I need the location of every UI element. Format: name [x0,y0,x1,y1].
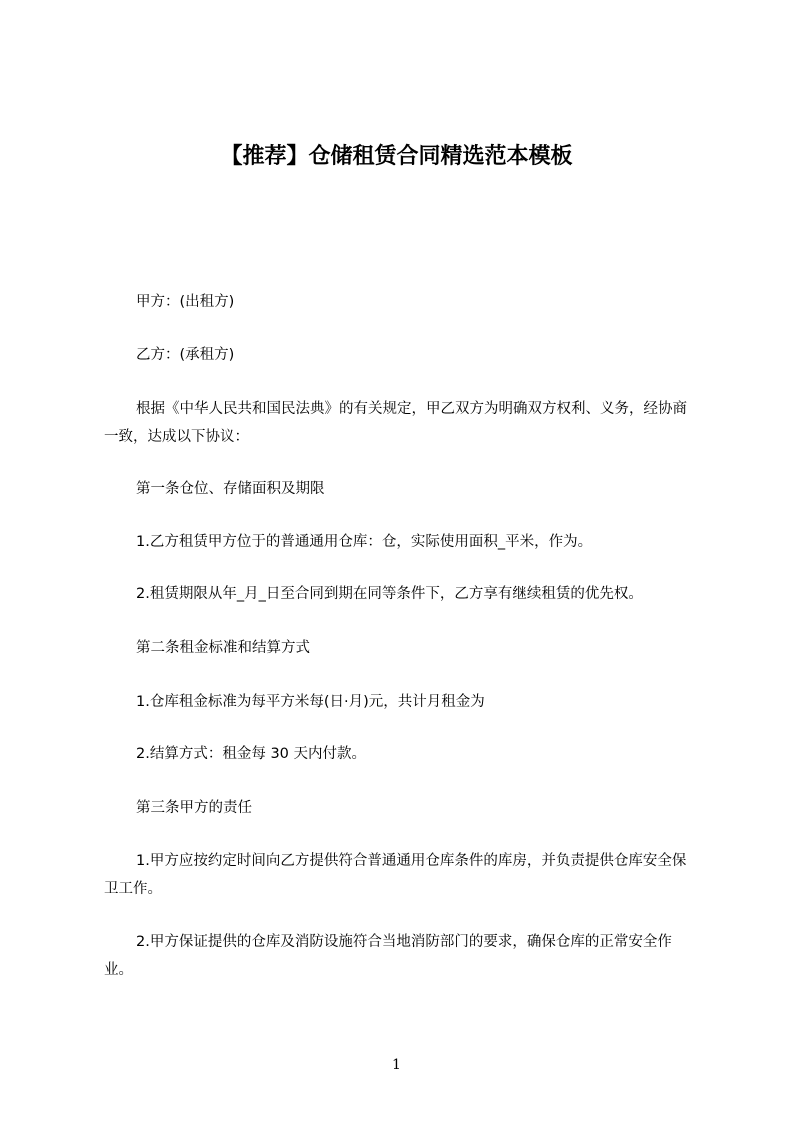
article-1-heading: 第一条仓位、存储面积及期限 [136,481,325,497]
article-3-item-2: 2.甲方保证提供的仓库及消防设施符合当地消防部门的要求，确保仓库的正常安全作业。 [104,934,672,978]
article-2-item-2: 2.结算方式：租金每 30 天内付款。 [136,746,367,762]
article-3-item-1: 1.甲方应按约定时间向乙方提供符合普通通用仓库条件的库房，并负责提供仓库安全保卫工作。 [104,853,687,897]
article-1-item-2: 2.租赁期限从年_月_日至合同到期在同等条件下，乙方享有继续租赁的优先权。 [136,586,643,602]
intro-paragraph: 根据《中华人民共和国民法典》的有关规定，甲乙双方为明确双方权利、义务，经协商一致，达成以下协议： [104,401,687,445]
article-3-heading: 第三条甲方的责任 [136,800,252,816]
page-number: 1 [392,1057,401,1073]
article-2-item-1: 1.仓库租金标准为每平方米每(日·月)元，共计月租金为 [136,694,485,710]
party-b-line: 乙方：(承租方) [136,347,235,363]
article-1-item-1: 1.乙方租赁甲方位于的普通通用仓库：仓，实际使用面积_平米，作为。 [136,534,593,550]
article-2-heading: 第二条租金标准和结算方式 [136,640,310,656]
document-title: 【推荐】仓储租赁合同精选范本模板 [220,144,573,169]
party-a-line: 甲方：(出租方) [136,294,235,310]
